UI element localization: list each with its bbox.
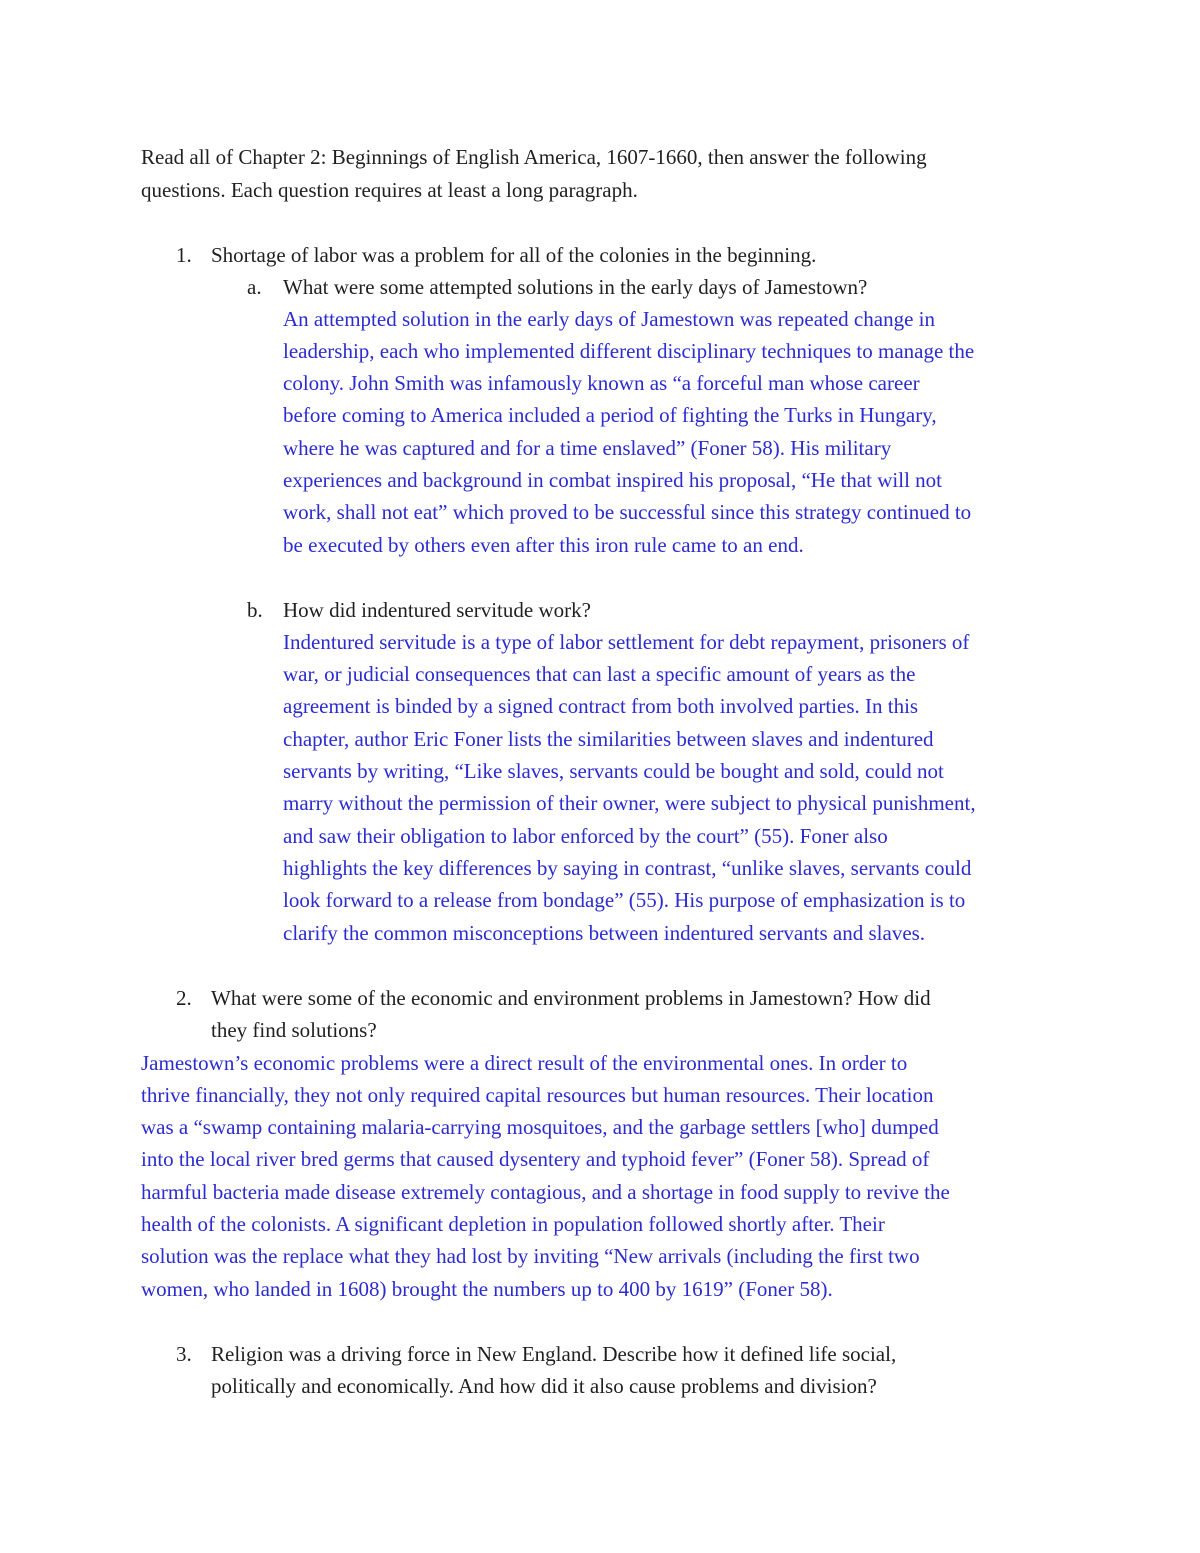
q1a-answer-line: An attempted solution in the early days of Jamestown was repeated change in	[283, 307, 935, 331]
q1a-answer-line: colony. John Smith was infamously known as “a forceful man whose career	[283, 371, 920, 395]
q1a-answer-line: be executed by others even after this iron rule came to an end.	[283, 533, 804, 557]
q1-text: Shortage of labor was a problem for all of the colonies in the beginning.	[211, 243, 817, 267]
q2-number: 2.	[176, 986, 192, 1010]
q2-answer-line: thrive financially, they not only required capital resources but human resources. Their location	[141, 1083, 934, 1107]
q2-question-line: they find solutions?	[211, 1018, 377, 1042]
q1a-answer-line: experiences and background in combat inspired his proposal, “He that will not	[283, 468, 942, 492]
q1b-answer-line: look forward to a release from bondage” (55). His purpose of emphasization is to	[283, 888, 966, 912]
q1b-answer-line: clarify the common misconceptions between indentured servants and slaves.	[283, 921, 926, 945]
q2-answer-line: health of the colonists. A significant depletion in population followed shortly after. Their	[141, 1212, 885, 1236]
q1b-answer-line: marry without the permission of their owner, were subject to physical punishment,	[283, 791, 976, 815]
q1a-answer-line: work, shall not eat” which proved to be successful since this strategy continued to	[283, 500, 972, 524]
q1a-question: What were some attempted solutions in the early days of Jamestown?	[283, 275, 868, 299]
q2-answer-line: Jamestown’s economic problems were a direct result of the environmental ones. In order to	[141, 1051, 908, 1075]
q2-answer-line: was a “swamp containing malaria-carrying mosquitoes, and the garbage settlers [who] dumped	[141, 1115, 939, 1139]
q1b-answer-line: and saw their obligation to labor enforced by the court” (55). Foner also	[283, 824, 888, 848]
q2-answer-line: into the local river bred germs that caused dysentery and typhoid fever” (Foner 58). Spread of	[141, 1147, 930, 1171]
q1b-question: How did indentured servitude work?	[283, 598, 591, 622]
q1b-answer-line: war, or judicial consequences that can last a specific amount of years as the	[283, 662, 916, 686]
q1b-answer-line: servants by writing, “Like slaves, servants could be bought and sold, could not	[283, 759, 944, 783]
q1-number: 1.	[176, 243, 192, 267]
intro-line-2: questions. Each question requires at least a long paragraph.	[141, 178, 638, 202]
q3-question-line: Religion was a driving force in New England. Describe how it defined life social,	[211, 1342, 897, 1366]
q2-question-line: What were some of the economic and environment problems in Jamestown? How did	[211, 986, 931, 1010]
q1a-answer-line: leadership, each who implemented different disciplinary techniques to manage the	[283, 339, 975, 363]
q2-answer-line: harmful bacteria made disease extremely contagious, and a shortage in food supply to revive the	[141, 1180, 950, 1204]
q1a-answer-line: where he was captured and for a time enslaved” (Foner 58). His military	[283, 436, 892, 460]
q1a-letter: a.	[247, 275, 262, 299]
q3-question-line: politically and economically. And how did it also cause problems and division?	[211, 1374, 877, 1398]
q1b-letter: b.	[247, 598, 263, 622]
q1b-answer-line: Indentured servitude is a type of labor settlement for debt repayment, prisoners of	[283, 630, 970, 654]
q1a-answer-line: before coming to America included a period of fighting the Turks in Hungary,	[283, 403, 937, 427]
q3-number: 3.	[176, 1342, 192, 1366]
q2-answer-line: solution was the replace what they had lost by inviting “New arrivals (including the first two	[141, 1244, 920, 1268]
q1b-answer-line: agreement is binded by a signed contract from both involved parties. In this	[283, 694, 919, 718]
q2-answer-line: women, who landed in 1608) brought the numbers up to 400 by 1619” (Foner 58).	[141, 1277, 833, 1301]
q1b-answer-line: chapter, author Eric Foner lists the similarities between slaves and indentured	[283, 727, 934, 751]
intro-line-1: Read all of Chapter 2: Beginnings of English America, 1607-1660, then answer the following	[141, 145, 927, 169]
q1b-answer-line: highlights the key differences by saying in contrast, “unlike slaves, servants could	[283, 856, 972, 880]
